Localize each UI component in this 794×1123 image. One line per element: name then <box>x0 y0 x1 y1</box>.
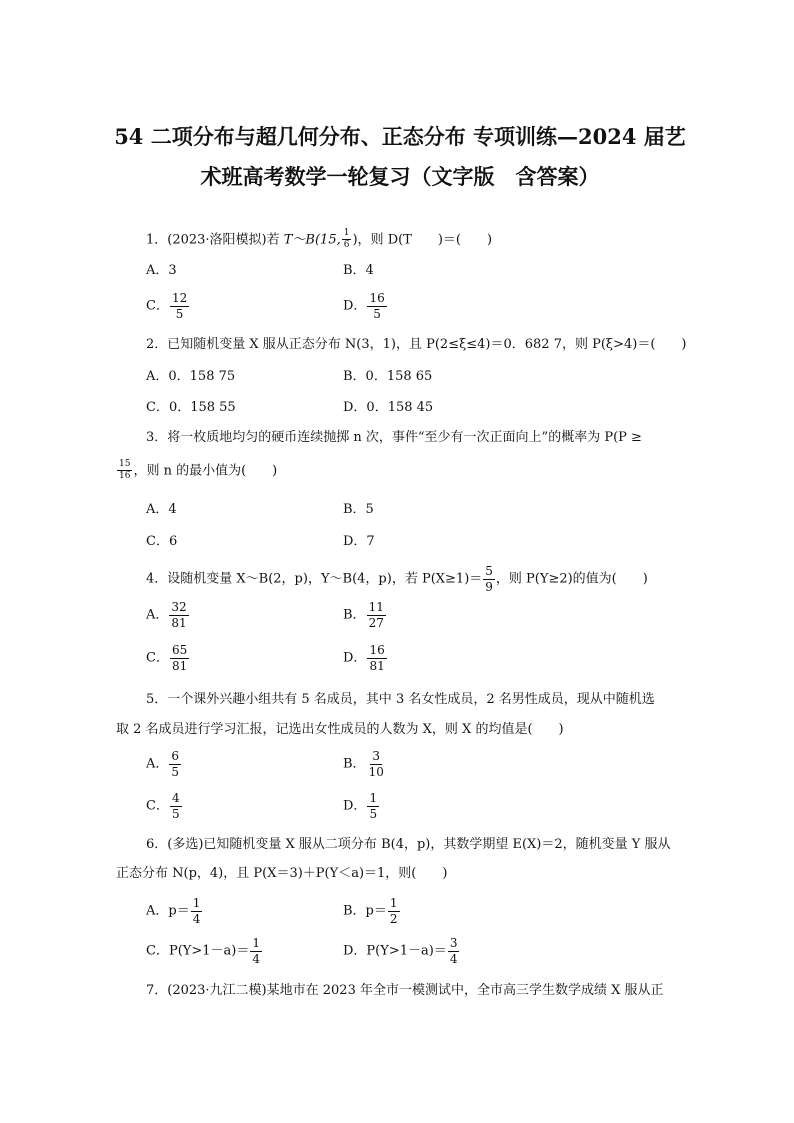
q1-option-c: C． $\frac{12}{5}$ <box>146 291 188 321</box>
q5-option-b: B． $\frac{3}{10}$ <box>343 749 384 779</box>
q4-option-a: A． $\frac{32}{81}$ <box>146 600 187 630</box>
question-6-stem-cont: 正态分布 N(p，4)，且 P(X＝3)＋P(Y＜a)＝1，则( ) <box>116 866 448 881</box>
q5-option-c: C． $\frac{4}{5}$ <box>146 791 180 821</box>
q6-option-a: A．p＝ $\frac{1}{4}$ <box>146 896 201 926</box>
question-5-stem-cont: 取 2 名成员进行学习汇报，记选出女性成员的人数为 X，则 X 的均值是( ) <box>116 722 564 737</box>
q2-option-c: C．0．158 55 <box>146 400 236 415</box>
question-1-stem: 1．(2023·洛阳模拟)若 T～B(15, $\frac{1}{6}$ )，则 D(T )＝( ) <box>146 228 493 251</box>
question-2-stem: 2．已知随机变量 X 服从正态分布 N(3，1)，且 P(2≤ξ≤4)＝0．682 7，则 P(ξ>4)＝( ) <box>146 337 687 352</box>
question-4-stem: 4．设随机变量 X～B(2，p)，Y～B(4，p)，若 P(X≥1)＝ $\frac{5}{9}$ ，则 P(Y≥2)的值为( ) <box>146 564 648 594</box>
q5-option-d: D． $\frac{1}{5}$ <box>343 791 378 821</box>
q2-option-b: B．0．158 65 <box>343 369 433 384</box>
q4-option-b: B． $\frac{11}{27}$ <box>343 600 384 630</box>
q2-option-a: A．0．158 75 <box>146 369 236 384</box>
q4-option-d: D． $\frac{16}{81}$ <box>343 643 385 673</box>
question-5-stem: 5．一个课外兴趣小组共有 5 名成员，其中 3 名女性成员，2 名男性成员，现从中随机选 <box>146 692 655 707</box>
question-3-stem-cont: $\frac{15}{16}$ ，则 n 的最小值为( ) <box>119 459 278 482</box>
question-7-stem: 7．(2023·九江二模)某地市在 2023 年全市一模测试中，全市高三学生数学成绩 X 服从正 <box>146 983 664 998</box>
q2-option-d: D．0．158 45 <box>343 400 434 415</box>
q4-option-c: C． $\frac{65}{81}$ <box>146 643 188 673</box>
q1-option-b: B．4 <box>343 263 374 278</box>
document-title-line1: 54 二项分布与超几何分布、正态分布 专项训练—2024 届艺 <box>114 124 686 149</box>
question-6-stem: 6．(多选)已知随机变量 X 服从二项分布 B(4，p)，其数学期望 E(X)＝2，随机变量 Y 服从 <box>146 837 671 852</box>
q3-option-a: A．4 <box>146 502 177 517</box>
q1-option-d: D． $\frac{16}{5}$ <box>343 291 385 321</box>
q3-option-c: C．6 <box>146 534 178 549</box>
q6-option-b: B．p＝ $\frac{1}{2}$ <box>343 896 398 926</box>
q1-fraction: $\frac{1}{6}$ <box>343 228 350 251</box>
q6-option-c: C．P(Y>1－a)＝ $\frac{1}{4}$ <box>146 936 260 966</box>
q1-option-a: A．3 <box>146 263 177 278</box>
q6-option-d: D．P(Y>1－a)＝ $\frac{3}{4}$ <box>343 936 458 966</box>
q3-option-b: B．5 <box>343 502 374 517</box>
q5-option-a: A． $\frac{6}{5}$ <box>146 749 180 779</box>
document-title-line2: 术班高考数学一轮复习（文字版 含答案） <box>200 164 600 189</box>
q3-option-d: D．7 <box>343 534 375 549</box>
question-3-stem: 3．将一枚质地均匀的硬币连续抛掷 n 次，事件“至少有一次正面向上”的概率为 P(P ≥ <box>146 430 642 445</box>
